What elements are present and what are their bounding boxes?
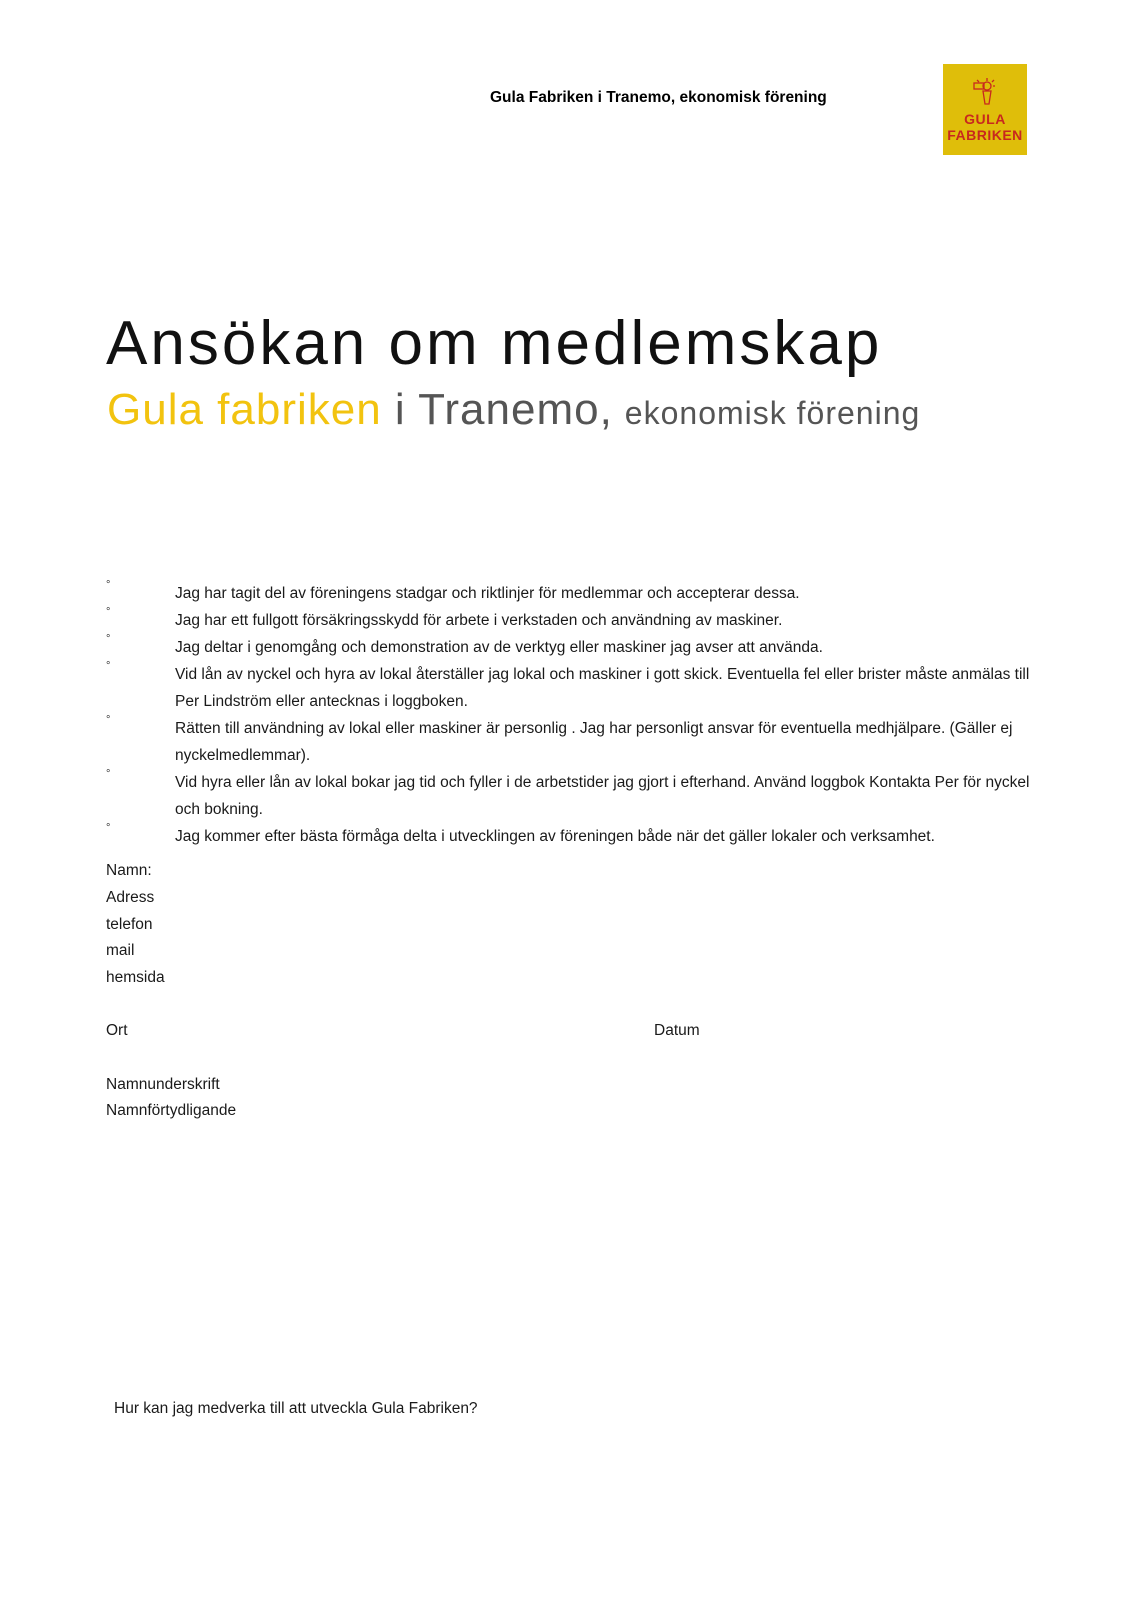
mail-field-label: mail — [106, 942, 135, 959]
list-item — [106, 634, 1036, 661]
bullet-icon: ° — [106, 822, 111, 834]
list-item-text: Jag har tagit del av föreningens stadgar och riktlinjer för medlemmar och accepterar dessa. — [175, 585, 800, 602]
logo-text-line1: GULA — [964, 111, 1006, 127]
name-field-label: Namn: — [106, 862, 152, 879]
organization-name: Gula Fabriken i Tranemo, ekonomisk förening — [490, 89, 827, 106]
page-title: Ansökan om medlemskap — [106, 309, 883, 378]
list-item — [106, 823, 1036, 850]
list-item-text: Vid lån av nyckel och hyra av lokal återställer jag lokal och maskiner i gott skick. Eventuella fel eller brister måste anmälas till Per Lindström eller antecknas i loggboken. — [175, 666, 1030, 710]
phone-field-label: telefon — [106, 916, 153, 933]
subtitle-small: ekonomisk förening — [624, 395, 921, 431]
bullet-icon: ° — [106, 633, 111, 645]
list-item — [106, 580, 1036, 607]
name-clarification-label: Namnförtydligande — [106, 1102, 237, 1119]
logo-text-line2: FABRIKEN — [947, 127, 1023, 143]
list-item-text: Jag deltar i genomgång och demonstration av de verktyg eller maskiner jag avser att använda. — [175, 639, 823, 656]
bullet-icon: ° — [106, 714, 111, 726]
list-item — [106, 769, 1036, 823]
logo — [943, 64, 1027, 155]
list-item — [106, 661, 1036, 715]
list-item-text: Rätten till användning av lokal eller maskiner är personlig . Jag har personligt ansvar för eventuella medhjälpare. (Gäller ej nyckelmedlemmar). — [175, 720, 1013, 764]
bullet-icon: ° — [106, 768, 111, 780]
bullet-icon: ° — [106, 660, 111, 672]
subtitle — [107, 385, 920, 435]
subtitle-highlight: Gula fabriken — [107, 385, 382, 434]
place-field-label: Ort — [106, 1022, 128, 1039]
date-field-label: Datum — [654, 1022, 700, 1039]
terms-list — [106, 580, 1036, 850]
contribution-question: Hur kan jag medverka till att utveckla Gula Fabriken? — [114, 1400, 478, 1417]
signature-field-label: Namnunderskrift — [106, 1076, 220, 1093]
subtitle-rest: i Tranemo, — [381, 385, 613, 434]
bullet-icon: ° — [106, 606, 111, 618]
list-item — [106, 715, 1036, 769]
figure-icon — [972, 77, 998, 107]
list-item-text: Jag har ett fullgott försäkringsskydd för arbete i verkstaden och användning av maskiner. — [175, 612, 783, 629]
address-field-label: Adress — [106, 889, 155, 906]
list-item-text: Jag kommer efter bästa förmåga delta i utvecklingen av föreningen både när det gäller lokaler och verksamhet. — [175, 828, 935, 845]
bullet-icon: ° — [106, 579, 111, 591]
list-item — [106, 607, 1036, 634]
list-item-text: Vid hyra eller lån av lokal bokar jag tid och fyller i de arbetstider jag gjort i efterhand. Använd loggbok Kontakta Per för nyckel och bokning. — [175, 774, 1030, 818]
website-field-label: hemsida — [106, 969, 165, 986]
